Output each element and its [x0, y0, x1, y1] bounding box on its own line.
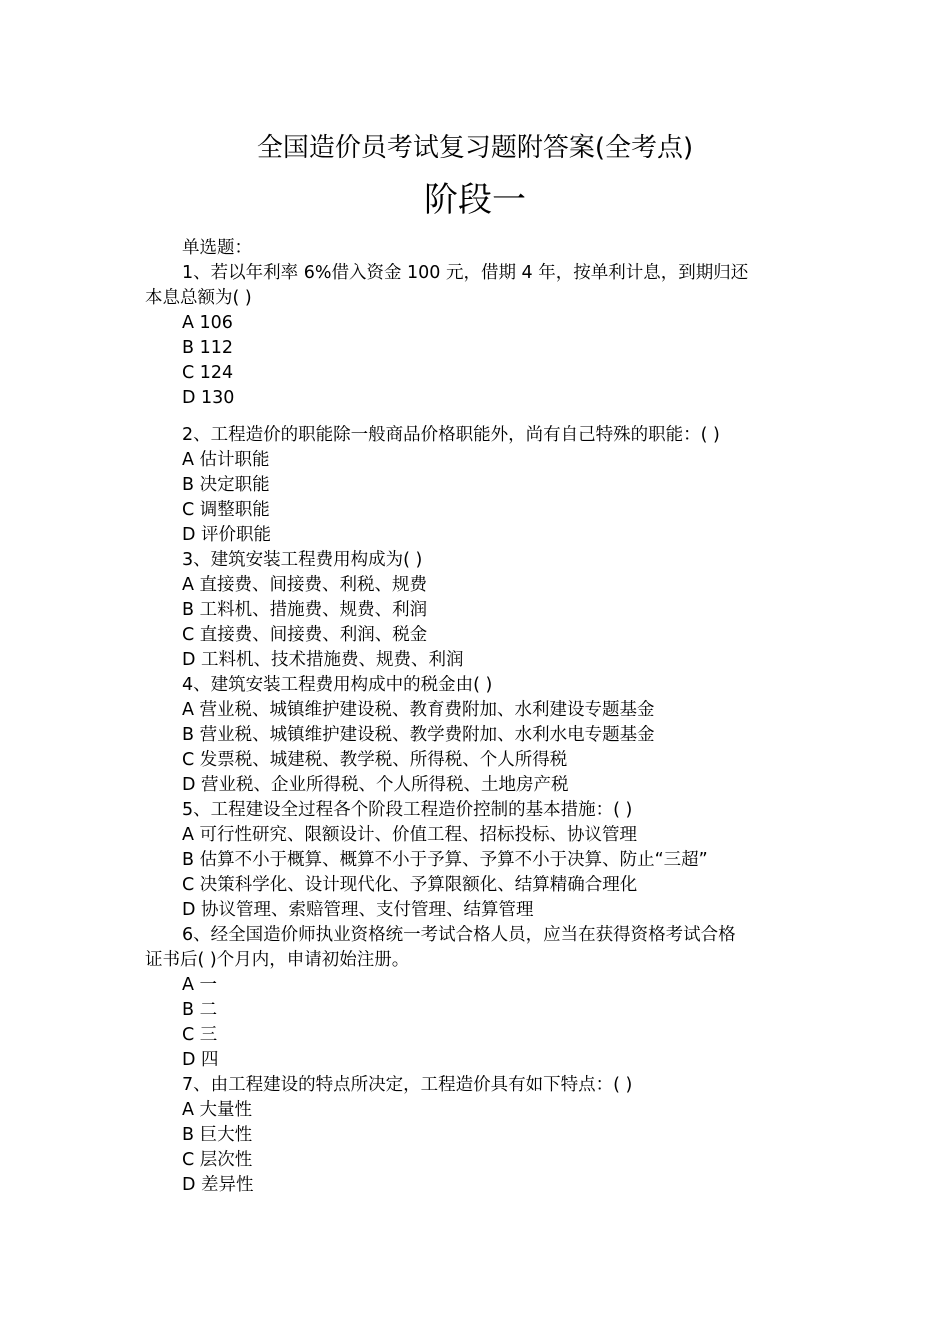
section-label: 单选题： [182, 238, 252, 258]
option-b: B 巨大性 [182, 1125, 253, 1145]
question-text: 3、建筑安装工程费用构成为( ) [182, 550, 423, 570]
option-d: D 营业税、企业所得税、个人所得税、土地房产税 [182, 775, 569, 795]
option-d: D 四 [182, 1050, 219, 1070]
option-a: A 可行性研究、限额设计、价值工程、招标投标、协议管理 [182, 825, 638, 845]
option-b: B 决定职能 [182, 475, 270, 495]
question-text: 1、若以年利率 6%借入资金 100 元，借期 4 年，按单利计息，到期归还 [182, 263, 749, 283]
option-a: A 一 [182, 975, 218, 995]
option-b: B 112 [182, 338, 233, 358]
option-c: C 三 [182, 1025, 218, 1045]
document-body [145, 236, 795, 1198]
option-b: B 营业税、城镇维护建设税、教学费附加、水利水电专题基金 [182, 725, 655, 745]
question-2 [145, 423, 795, 548]
option-d: D 130 [182, 388, 235, 408]
question-text-continued: 本息总额为( ) [145, 288, 252, 308]
question-5 [145, 798, 795, 923]
question-text: 4、建筑安装工程费用构成中的税金由( ) [182, 675, 493, 695]
option-a: A 估计职能 [182, 450, 270, 470]
option-d: D 协议管理、索赔管理、支付管理、结算管理 [182, 900, 534, 920]
question-4 [145, 673, 795, 798]
question-7 [145, 1073, 795, 1198]
option-a: A 大量性 [182, 1100, 253, 1120]
option-c: C 发票税、城建税、教学税、所得税、个人所得税 [182, 750, 568, 770]
option-c: C 调整职能 [182, 500, 270, 520]
document-subtitle: 阶段一 [424, 180, 526, 220]
option-d: D 评价职能 [182, 525, 272, 545]
option-b: B 工料机、措施费、规费、利润 [182, 600, 428, 620]
option-a: A 营业税、城镇维护建设税、教育费附加、水利建设专题基金 [182, 700, 655, 720]
option-c: C 124 [182, 363, 234, 383]
option-d: D 差异性 [182, 1175, 254, 1195]
option-a: A 直接费、间接费、利税、规费 [182, 575, 428, 595]
question-text: 5、工程建设全过程各个阶段工程造价控制的基本措施：( ) [182, 800, 633, 820]
option-c: C 层次性 [182, 1150, 253, 1170]
question-text: 7、由工程建设的特点所决定，工程造价具有如下特点：( ) [182, 1075, 633, 1095]
question-text-continued: 证书后( )个月内，申请初始注册。 [145, 950, 410, 970]
option-a: A 106 [182, 313, 233, 333]
question-1 [145, 261, 795, 411]
option-c: C 决策科学化、设计现代化、予算限额化、结算精确合理化 [182, 875, 638, 895]
question-text: 6、经全国造价师执业资格统一考试合格人员，应当在获得资格考试合格 [182, 925, 736, 945]
question-text: 2、工程造价的职能除一般商品价格职能外，尚有自己特殊的职能：( ) [182, 425, 720, 445]
option-d: D 工料机、技术措施费、规费、利润 [182, 650, 464, 670]
option-b: B 估算不小于概算、概算不小于予算、予算不小于决算、防止“三超” [182, 850, 708, 870]
option-c: C 直接费、间接费、利润、税金 [182, 625, 428, 645]
document-title: 全国造价员考试复习题附答案(全考点) [256, 133, 694, 163]
question-3 [145, 548, 795, 673]
question-6 [145, 923, 795, 1073]
option-b: B 二 [182, 1000, 218, 1020]
